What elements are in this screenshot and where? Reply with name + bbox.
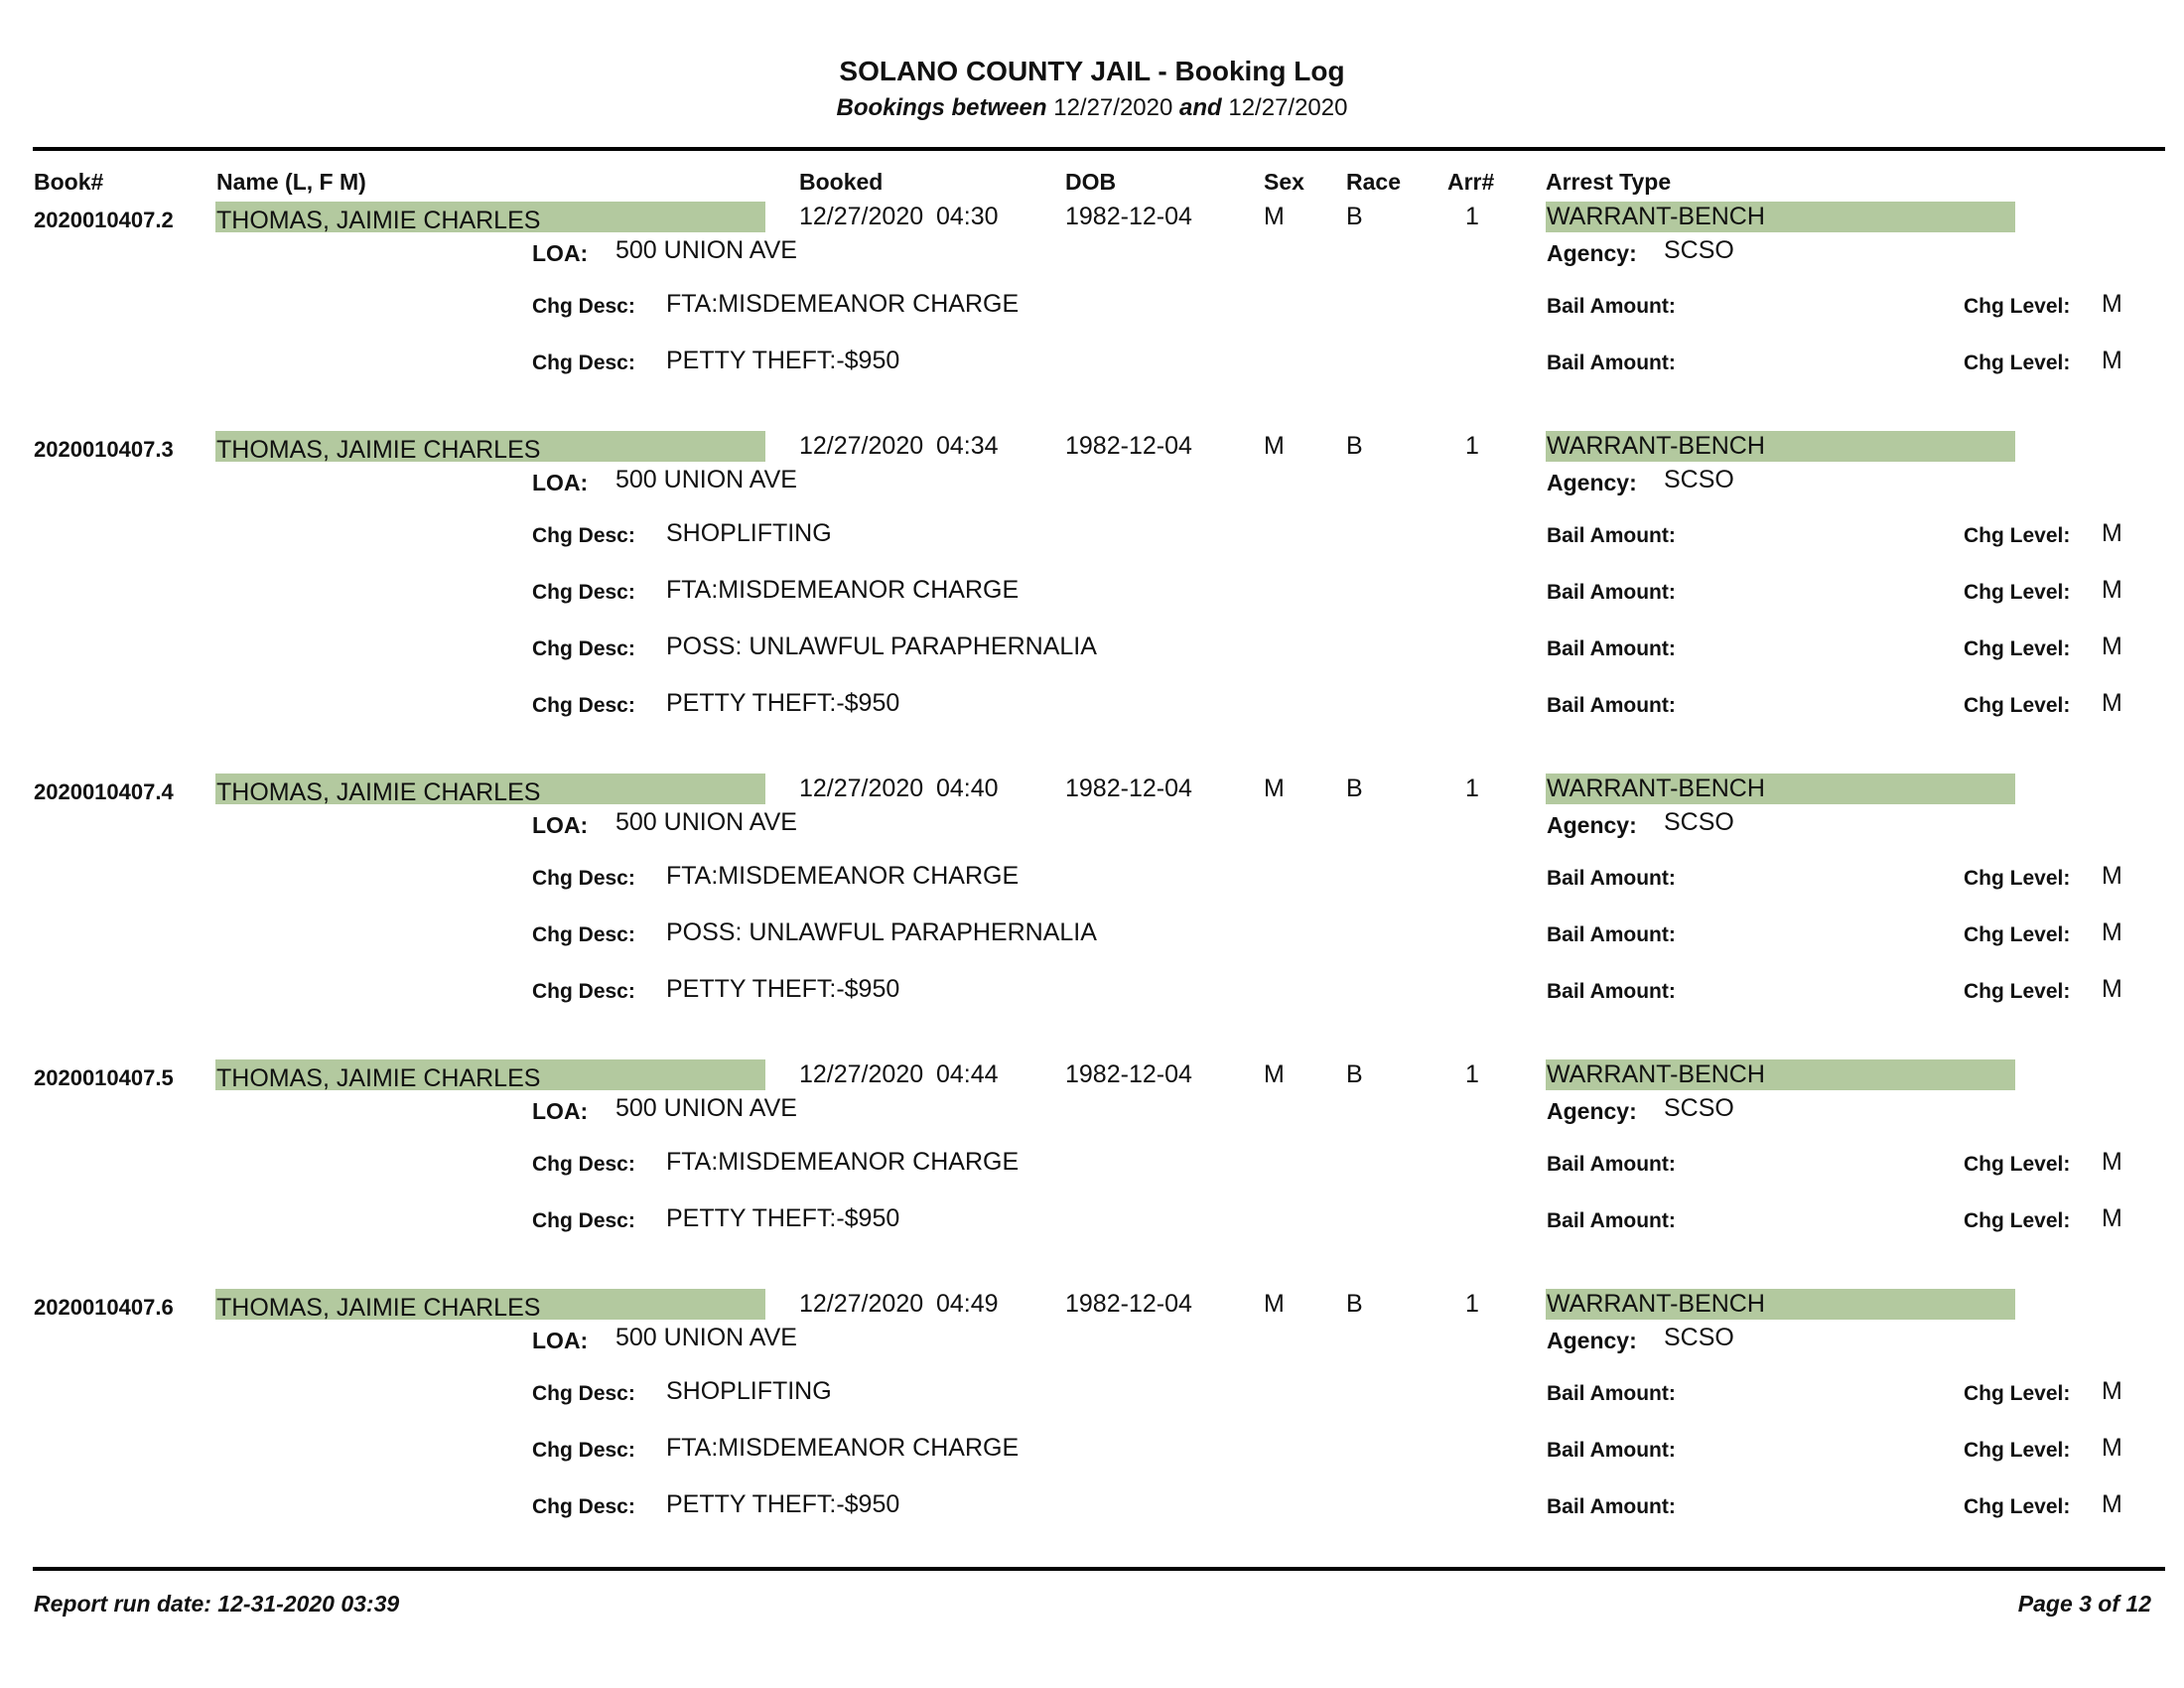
chg-desc-label: Chg Desc: (532, 637, 635, 660)
dob: 1982-12-04 (1065, 432, 1192, 460)
inmate-name: THOMAS, JAIMIE CHARLES (216, 207, 541, 234)
agency-label: Agency: (1547, 470, 1637, 495)
booked-time: 04:40 (936, 774, 999, 802)
arrest-number: 1 (1465, 432, 1479, 460)
col-arrest-type: Arrest Type (1546, 169, 1672, 195)
loa-value: 500 UNION AVE (615, 808, 797, 836)
chg-desc-label: Chg Desc: (532, 694, 635, 717)
chg-desc-value: SHOPLIFTING (666, 519, 832, 547)
chg-desc-value: FTA:MISDEMEANOR CHARGE (666, 576, 1020, 604)
arrest-type: WARRANT-BENCH (1547, 1060, 1765, 1088)
col-arr: Arr# (1447, 169, 1495, 195)
subtitle-and: and (1179, 94, 1222, 121)
inmate-name: THOMAS, JAIMIE CHARLES (216, 1294, 541, 1322)
bail-amount-label: Bail Amount: (1547, 1209, 1676, 1232)
col-sex: Sex (1264, 169, 1304, 195)
arrest-number: 1 (1465, 774, 1479, 802)
bottom-rule (33, 1567, 2165, 1571)
subtitle-prefix: Bookings between (836, 94, 1047, 121)
chg-desc-value: PETTY THEFT:-$950 (666, 689, 900, 717)
loa-value: 500 UNION AVE (615, 1094, 797, 1122)
booked-time: 04:44 (936, 1060, 999, 1088)
chg-desc-value: PETTY THEFT:-$950 (666, 347, 900, 374)
chg-level-value: M (2102, 347, 2122, 374)
bail-amount-label: Bail Amount: (1547, 980, 1676, 1003)
chg-desc-label: Chg Desc: (532, 1153, 635, 1176)
booked-time: 04:30 (936, 203, 999, 230)
agency-value: SCSO (1664, 1094, 1734, 1122)
report-run-date: Report run date: 12-31-2020 03:39 (34, 1591, 400, 1617)
chg-desc-label: Chg Desc: (532, 1439, 635, 1462)
chg-level-value: M (2102, 290, 2122, 318)
chg-level-value: M (2102, 689, 2122, 717)
chg-level-label: Chg Level: (1964, 581, 2071, 604)
chg-desc-label: Chg Desc: (532, 1209, 635, 1232)
sex: M (1264, 774, 1285, 802)
dob: 1982-12-04 (1065, 774, 1192, 802)
dob: 1982-12-04 (1065, 203, 1192, 230)
chg-desc-label: Chg Desc: (532, 1495, 635, 1518)
loa-value: 500 UNION AVE (615, 236, 797, 264)
arrest-type: WARRANT-BENCH (1547, 432, 1765, 460)
inmate-name: THOMAS, JAIMIE CHARLES (216, 1064, 541, 1092)
chg-level-value: M (2102, 975, 2122, 1003)
bail-amount-label: Bail Amount: (1547, 1382, 1676, 1405)
top-rule (33, 147, 2165, 151)
booked-date: 12/27/2020 (799, 774, 924, 802)
chg-desc-value: POSS: UNLAWFUL PARAPHERNALIA (666, 633, 1097, 660)
arrest-type: WARRANT-BENCH (1547, 774, 1765, 802)
dob: 1982-12-04 (1065, 1060, 1192, 1088)
chg-desc-value: SHOPLIFTING (666, 1377, 832, 1405)
dob: 1982-12-04 (1065, 1290, 1192, 1318)
chg-desc-value: FTA:MISDEMEANOR CHARGE (666, 1148, 1020, 1176)
race: B (1346, 203, 1363, 230)
book-number: 2020010407.6 (34, 1295, 174, 1320)
chg-level-value: M (2102, 862, 2122, 890)
booked-date: 12/27/2020 (799, 203, 924, 230)
agency-value: SCSO (1664, 236, 1734, 264)
chg-level-value: M (2102, 918, 2122, 946)
chg-level-label: Chg Level: (1964, 295, 2071, 318)
chg-level-value: M (2102, 519, 2122, 547)
bail-amount-label: Bail Amount: (1547, 1439, 1676, 1462)
book-number: 2020010407.4 (34, 779, 174, 804)
col-dob: DOB (1065, 169, 1117, 195)
agency-label: Agency: (1547, 1098, 1637, 1124)
arrest-number: 1 (1465, 1290, 1479, 1318)
page-number: Page 3 of 12 (2017, 1591, 2151, 1617)
book-number: 2020010407.3 (34, 437, 174, 462)
chg-level-label: Chg Level: (1964, 352, 2071, 374)
bail-amount-label: Bail Amount: (1547, 295, 1676, 318)
chg-desc-label: Chg Desc: (532, 524, 635, 547)
report-subtitle (0, 94, 2184, 122)
bail-amount-label: Bail Amount: (1547, 581, 1676, 604)
chg-level-label: Chg Level: (1964, 1209, 2071, 1232)
chg-desc-value: PETTY THEFT:-$950 (666, 1204, 900, 1232)
chg-level-label: Chg Level: (1964, 1495, 2071, 1518)
sex: M (1264, 1290, 1285, 1318)
bail-amount-label: Bail Amount: (1547, 867, 1676, 890)
race: B (1346, 432, 1363, 460)
bail-amount-label: Bail Amount: (1547, 923, 1676, 946)
chg-desc-label: Chg Desc: (532, 867, 635, 890)
loa-label: LOA: (532, 240, 589, 266)
loa-value: 500 UNION AVE (615, 466, 797, 493)
chg-level-label: Chg Level: (1964, 694, 2071, 717)
chg-level-label: Chg Level: (1964, 637, 2071, 660)
col-race: Race (1346, 169, 1401, 195)
agency-label: Agency: (1547, 1328, 1637, 1353)
bail-amount-label: Bail Amount: (1547, 1153, 1676, 1176)
inmate-name: THOMAS, JAIMIE CHARLES (216, 778, 541, 806)
chg-level-label: Chg Level: (1964, 1153, 2071, 1176)
chg-desc-value: FTA:MISDEMEANOR CHARGE (666, 1434, 1020, 1462)
booked-date: 12/27/2020 (799, 1290, 924, 1318)
chg-level-label: Chg Level: (1964, 923, 2071, 946)
chg-level-value: M (2102, 1204, 2122, 1232)
chg-desc-label: Chg Desc: (532, 923, 635, 946)
sex: M (1264, 203, 1285, 230)
loa-value: 500 UNION AVE (615, 1324, 797, 1351)
chg-level-label: Chg Level: (1964, 980, 2071, 1003)
date-to: 12/27/2020 (1228, 94, 1348, 121)
booked-date: 12/27/2020 (799, 432, 924, 460)
col-book: Book# (34, 169, 104, 195)
agency-label: Agency: (1547, 240, 1637, 266)
date-from: 12/27/2020 (1053, 94, 1173, 121)
chg-desc-value: FTA:MISDEMEANOR CHARGE (666, 862, 1020, 890)
book-number: 2020010407.2 (34, 208, 174, 232)
bail-amount-label: Bail Amount: (1547, 524, 1676, 547)
chg-level-label: Chg Level: (1964, 524, 2071, 547)
sex: M (1264, 1060, 1285, 1088)
report-title: SOLANO COUNTY JAIL - Booking Log (839, 56, 1345, 86)
booked-time: 04:34 (936, 432, 999, 460)
chg-desc-value: POSS: UNLAWFUL PARAPHERNALIA (666, 918, 1097, 946)
chg-desc-value: PETTY THEFT:-$950 (666, 1490, 900, 1518)
book-number: 2020010407.5 (34, 1065, 174, 1090)
chg-level-label: Chg Level: (1964, 867, 2071, 890)
chg-level-value: M (2102, 1377, 2122, 1405)
arrest-type: WARRANT-BENCH (1547, 1290, 1765, 1318)
race: B (1346, 774, 1363, 802)
chg-level-value: M (2102, 633, 2122, 660)
arrest-number: 1 (1465, 1060, 1479, 1088)
agency-value: SCSO (1664, 466, 1734, 493)
chg-desc-label: Chg Desc: (532, 980, 635, 1003)
chg-level-value: M (2102, 1490, 2122, 1518)
loa-label: LOA: (532, 470, 589, 495)
chg-desc-label: Chg Desc: (532, 1382, 635, 1405)
agency-value: SCSO (1664, 808, 1734, 836)
col-booked: Booked (799, 169, 884, 195)
chg-desc-label: Chg Desc: (532, 581, 635, 604)
bail-amount-label: Bail Amount: (1547, 352, 1676, 374)
loa-label: LOA: (532, 1328, 589, 1353)
chg-level-value: M (2102, 1148, 2122, 1176)
booked-date: 12/27/2020 (799, 1060, 924, 1088)
booked-time: 04:49 (936, 1290, 999, 1318)
race: B (1346, 1290, 1363, 1318)
loa-label: LOA: (532, 812, 589, 838)
chg-level-value: M (2102, 1434, 2122, 1462)
inmate-name: THOMAS, JAIMIE CHARLES (216, 436, 541, 464)
bail-amount-label: Bail Amount: (1547, 694, 1676, 717)
chg-desc-label: Chg Desc: (532, 352, 635, 374)
arrest-number: 1 (1465, 203, 1479, 230)
chg-level-label: Chg Level: (1964, 1382, 2071, 1405)
bail-amount-label: Bail Amount: (1547, 637, 1676, 660)
col-name: Name (L, F M) (216, 169, 366, 195)
chg-desc-label: Chg Desc: (532, 295, 635, 318)
chg-level-value: M (2102, 576, 2122, 604)
bail-amount-label: Bail Amount: (1547, 1495, 1676, 1518)
loa-label: LOA: (532, 1098, 589, 1124)
sex: M (1264, 432, 1285, 460)
arrest-type: WARRANT-BENCH (1547, 203, 1765, 230)
agency-value: SCSO (1664, 1324, 1734, 1351)
chg-desc-value: PETTY THEFT:-$950 (666, 975, 900, 1003)
chg-desc-value: FTA:MISDEMEANOR CHARGE (666, 290, 1020, 318)
agency-label: Agency: (1547, 812, 1637, 838)
chg-level-label: Chg Level: (1964, 1439, 2071, 1462)
race: B (1346, 1060, 1363, 1088)
